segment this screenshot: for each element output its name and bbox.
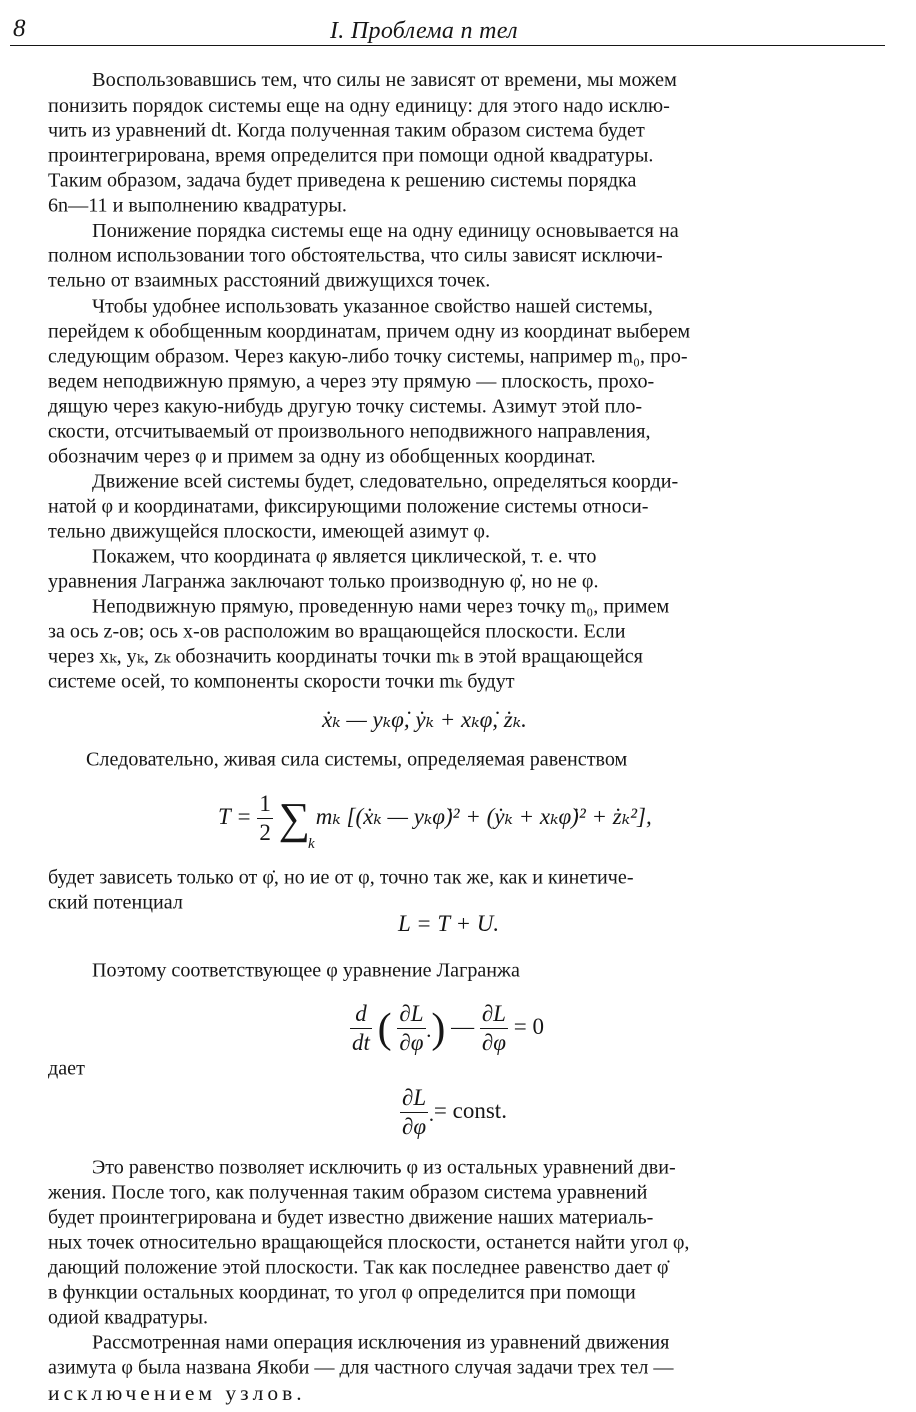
- eq-rhs: = 0: [513, 1013, 544, 1039]
- text-line: через xₖ, yₖ, zₖ обозначить координаты точки mₖ в этой вращающейся: [48, 644, 643, 668]
- text-line: Это равенство позволяет исключить φ из остальных уравнений дви-: [92, 1155, 676, 1179]
- fraction-denominator: dt: [352, 1030, 370, 1055]
- text-line: Понижение порядка системы еще на одну единицу основывается на: [92, 218, 679, 242]
- text-line: будет проинтегрирована и будет известно движение наших материаль-: [48, 1205, 654, 1229]
- fraction-d-dt: [350, 1000, 372, 1057]
- text-line: уравнения Лагранжа заключают только производную φ̇, но не φ.: [48, 569, 599, 593]
- text-line: Неподвижную прямую, проведенную нами через точку m₀, примем: [92, 594, 670, 618]
- equation-lagrange: [350, 1000, 544, 1057]
- text-line: Рассмотренная нами операция исключения из уравнений движения: [92, 1330, 670, 1354]
- fraction-denominator: ∂φ: [481, 1030, 506, 1055]
- text-line: дающий положение этой плоскости. Так как последнее равенство дает φ̇: [48, 1255, 669, 1279]
- fraction-numerator: d: [350, 1000, 372, 1029]
- text-line: дает: [48, 1056, 85, 1080]
- text-line: системе осей, то компоненты скорости точки mₖ будут: [48, 669, 515, 693]
- text-line: тельно движущейся плоскости, имеющей азимут φ.: [48, 519, 491, 543]
- fraction-denominator: 2: [259, 820, 271, 845]
- fraction-numerator: ∂L: [400, 1084, 428, 1113]
- text-line: дящую через какую-нибудь другую точку системы. Азимут этой пло-: [48, 394, 643, 418]
- text-line: Движение всей системы будет, следовательно, определяться коорди-: [92, 469, 679, 493]
- page-header: [0, 0, 916, 60]
- text-line: натой φ и координатами, фиксирующими положение системы относи-: [48, 494, 649, 518]
- header-rule: [10, 45, 885, 46]
- fraction-dl-dphidot: [397, 1000, 425, 1057]
- fraction-numerator: ∂L: [480, 1000, 508, 1029]
- eq-rhs: = const.: [433, 1097, 507, 1123]
- text-line: обозначим через φ и примем за одну из обобщенных координат.: [48, 444, 596, 468]
- left-paren: (: [377, 1005, 392, 1052]
- text-line: понизить порядок системы еще на одну единицу: для этого надо исклю-: [48, 93, 670, 117]
- text-line: Следовательно, живая сила системы, определяемая равенством: [86, 747, 628, 771]
- fraction-denominator: ∂φ̇: [399, 1030, 424, 1055]
- equation-conservation: [400, 1084, 507, 1141]
- eq-rhs: mₖ [(ẋₖ — yₖφ̇)² + (ẏₖ + xₖφ̇)² + żₖ²],: [315, 803, 652, 829]
- text-line: перейдем к обобщенным координатам, причем одну из координат выберем: [48, 319, 691, 343]
- minus-sign: —: [451, 1013, 475, 1039]
- text-line: Чтобы удобнее использовать указанное свойство нашей системы,: [92, 294, 653, 318]
- text-line: ский потенциал: [48, 890, 183, 914]
- equation-kinetic-energy: [218, 790, 652, 847]
- equation-velocity-components: ẋₖ — yₖφ̇, ẏₖ + xₖφ̇, żₖ.: [322, 707, 527, 732]
- text-line: Поэтому соответствующее φ уравнение Лагранжа: [92, 958, 520, 982]
- text-line: жения. После того, как полученная таким образом система уравнений: [48, 1180, 648, 1204]
- text-line: следующим образом. Через какую-либо точку системы, например m₀, про-: [48, 344, 688, 368]
- running-title: I. Проблема n тел: [330, 18, 518, 44]
- text-line: исключением узлов.: [48, 1381, 306, 1405]
- text-line: Таким образом, задача будет приведена к решению системы порядка: [48, 168, 637, 192]
- text-line: полном использовании того обстоятельства, что силы зависят исключи-: [48, 243, 663, 267]
- text-line: ных точек относительно вращающейся плоскости, останется найти угол φ,: [48, 1230, 690, 1254]
- summation-sign: ∑: [278, 793, 311, 843]
- page-number: 8: [13, 15, 26, 42]
- text-line: проинтегрирована, время определится при помощи одной квадратуры.: [48, 143, 654, 167]
- text-line: Покажем, что координата φ является циклической, т. е. что: [92, 544, 597, 568]
- equation-lagrangian: L = T + U.: [398, 911, 500, 936]
- text-line: будет зависеть только от φ̇, но ие от φ, точно так же, как и кинетиче-: [48, 865, 634, 889]
- text-line: ведем неподвижную прямую, а через эту прямую — плоскость, прохо-: [48, 369, 655, 393]
- text-line: тельно от взаимных расстояний движущихся точек.: [48, 268, 491, 292]
- eq-lhs: T =: [218, 803, 252, 829]
- text-line: азимута φ была названа Якоби — для частного случая задачи трех тел —: [48, 1355, 674, 1379]
- text-line: Воспользовавшись тем, что силы не зависят от времени, мы можем: [92, 67, 677, 91]
- fraction-numerator: ∂L: [397, 1000, 425, 1029]
- text-line: в функции остальных координат, то угол φ определится при помощи: [48, 1280, 636, 1304]
- summation-index: k: [308, 836, 315, 852]
- fraction-dl-dphi: [480, 1000, 508, 1057]
- text-line: чить из уравнений dt. Когда полученная таким образом система будет: [48, 118, 645, 142]
- fraction-dl-dphidot: [400, 1084, 428, 1141]
- text-line: за ось z-ов; ось x-ов расположим во вращающейся плоскости. Если: [48, 619, 626, 643]
- text-line: 6n—11 и выполнению квадратуры.: [48, 193, 347, 217]
- fraction-numerator: 1: [257, 790, 273, 819]
- text-line: одиой квадратуры.: [48, 1305, 209, 1329]
- right-paren: ): [431, 1005, 446, 1052]
- fraction-denominator: ∂φ̇: [402, 1114, 427, 1139]
- text-line: скости, отсчитываемый от произвольного неподвижного направления,: [48, 419, 651, 443]
- fraction-one-half: [257, 790, 273, 847]
